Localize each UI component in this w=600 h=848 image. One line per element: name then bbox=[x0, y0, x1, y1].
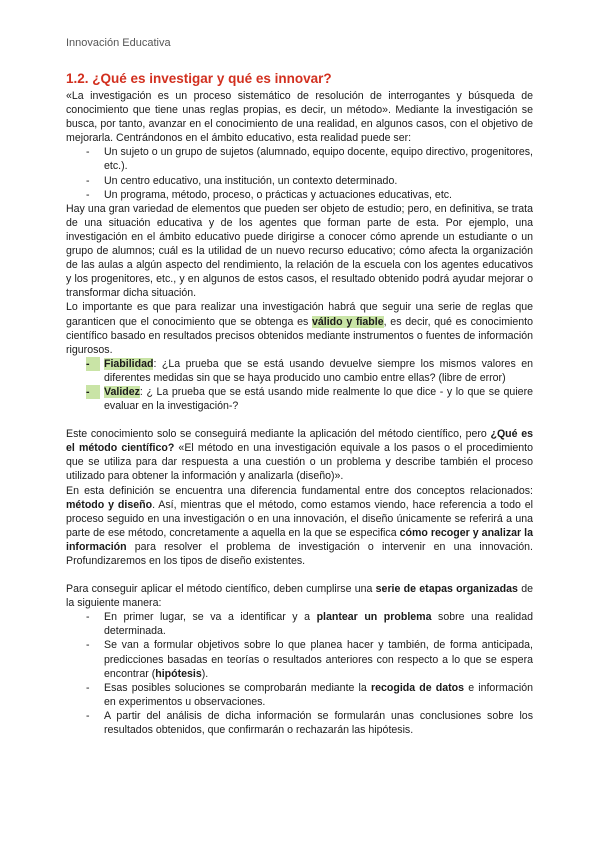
reality-list bbox=[66, 145, 533, 201]
criteria-list bbox=[66, 357, 533, 413]
highlight-dash: - bbox=[86, 385, 100, 399]
paragraph-3: Lo importante es que para realizar una investigación habrá que seguir una serie de reglas que garanticen que el conocimiento que se obtenga es válido y fiable, es decir, qué es conocimiento científico basado en resultados precisos obtenidos mediante instrumentos o fuentes de información rigurosos. bbox=[66, 301, 533, 356]
document-body bbox=[66, 70, 533, 737]
list-item: - Esas posibles soluciones se comprobarán mediante la recogida de datos e información en experimentos u observaciones. bbox=[66, 681, 533, 709]
page-header: Innovación Educativa bbox=[66, 37, 171, 49]
list-item: - Validez: ¿ La prueba que se está usando mide realmente lo que dice - y lo que se quiere evaluar en la investigación-? bbox=[86, 385, 533, 413]
term-validez: Validez bbox=[104, 385, 140, 398]
list-item: - Se van a formular objetivos sobre lo que planea hacer y también, de forma anticipada, predicciones basadas en teorías o resultados anteriores con respecto a lo que se espera encontrar (hipótesis). bbox=[66, 638, 533, 680]
paragraph-4: Este conocimiento solo se conseguirá mediante la aplicación del método científico, pero ¿Qué es el método científico? «El método en una investigación equivale a los pasos o el procedimiento que se utiliza para dar respuesta a una cuestión o un problema y describe también el proceso utilizado para obtener la información y analizarla (diseño)». bbox=[66, 428, 533, 483]
paragraph-1: «La investigación es un proceso sistemático de resolución de interrogantes y búsqueda de conocimiento que tiene unas reglas propias, es decir, un método». Mediante la investigación se busca, por tanto, avanzar en el conocimiento de una realidad, en algunos casos, con el objetivo de mejorarla. Centrándonos en el ámbito educativo, esta realidad puede ser: bbox=[66, 90, 533, 145]
list-item: - Un programa, método, proceso, o prácticas y actuaciones educativas, etc. bbox=[66, 188, 533, 202]
term-fiabilidad: Fiabilidad bbox=[104, 357, 154, 370]
list-item: - Un centro educativo, una institución, un contexto determinado. bbox=[66, 174, 533, 188]
highlight-dash: - bbox=[86, 357, 100, 371]
list-item: - A partir del análisis de dicha información se formularán unas conclusiones sobre los resultados obtenidos, que confirmarán o rechazarán las hipótesis. bbox=[66, 709, 533, 737]
paragraph-5: En esta definición se encuentra una diferencia fundamental entre dos conceptos relacionados: método y diseño. Así, mientras que el método, como estamos viendo, hace referencia a todo el proceso seguido en una investigación o en una innovación, el diseño únicamente se referirá a una parte de ese método, concretamente a aquella en la que se especifica cómo recoger y analizar la información para resolver el problema de investigación o intervenir en una innovación. Profundizaremos en los tipos de diseño existentes. bbox=[66, 484, 533, 567]
paragraph-6: Para conseguir aplicar el método científico, deben cumplirse una serie de etapas organizadas de la siguiente manera: bbox=[66, 583, 533, 610]
list-item: - Fiabilidad: ¿La prueba que se está usando devuelve siempre los mismos valores en diferentes medidas sin que se haya producido uno cambio entre ellas? (libre de error) bbox=[86, 357, 533, 384]
list-item: - Un sujeto o un grupo de sujetos (alumnado, equipo docente, equipo directivo, progenitores, etc.). bbox=[66, 145, 533, 173]
highlight-valid-reliable: válido y fiable bbox=[311, 315, 384, 328]
paragraph-2: Hay una gran variedad de elementos que pueden ser objeto de estudio; pero, en definitiva, se trata de una situación educativa y de los agentes que forman parte de esta. Por ejemplo, una investigación en el ámbito educativo puede dirigirse a conocer cómo aprende un estudiante o un grupo de alumnos; cuál es la utilidad de un nuevo recurso educativo; cómo afecta la organización de las aulas a algún aspecto del rendimiento, la relación de la escuela con los agentes educativos y los progenitores, etc., y en algunos de estos casos, el resultado obtenido podrá ayudar mejorar o transformar dicha situación. bbox=[66, 202, 533, 300]
list-item: - En primer lugar, se va a identificar y a plantear un problema sobre una realidad determinada. bbox=[66, 610, 533, 638]
section-heading: 1.2. ¿Qué es investigar y qué es innovar? bbox=[66, 71, 332, 86]
stages-list bbox=[66, 610, 533, 737]
